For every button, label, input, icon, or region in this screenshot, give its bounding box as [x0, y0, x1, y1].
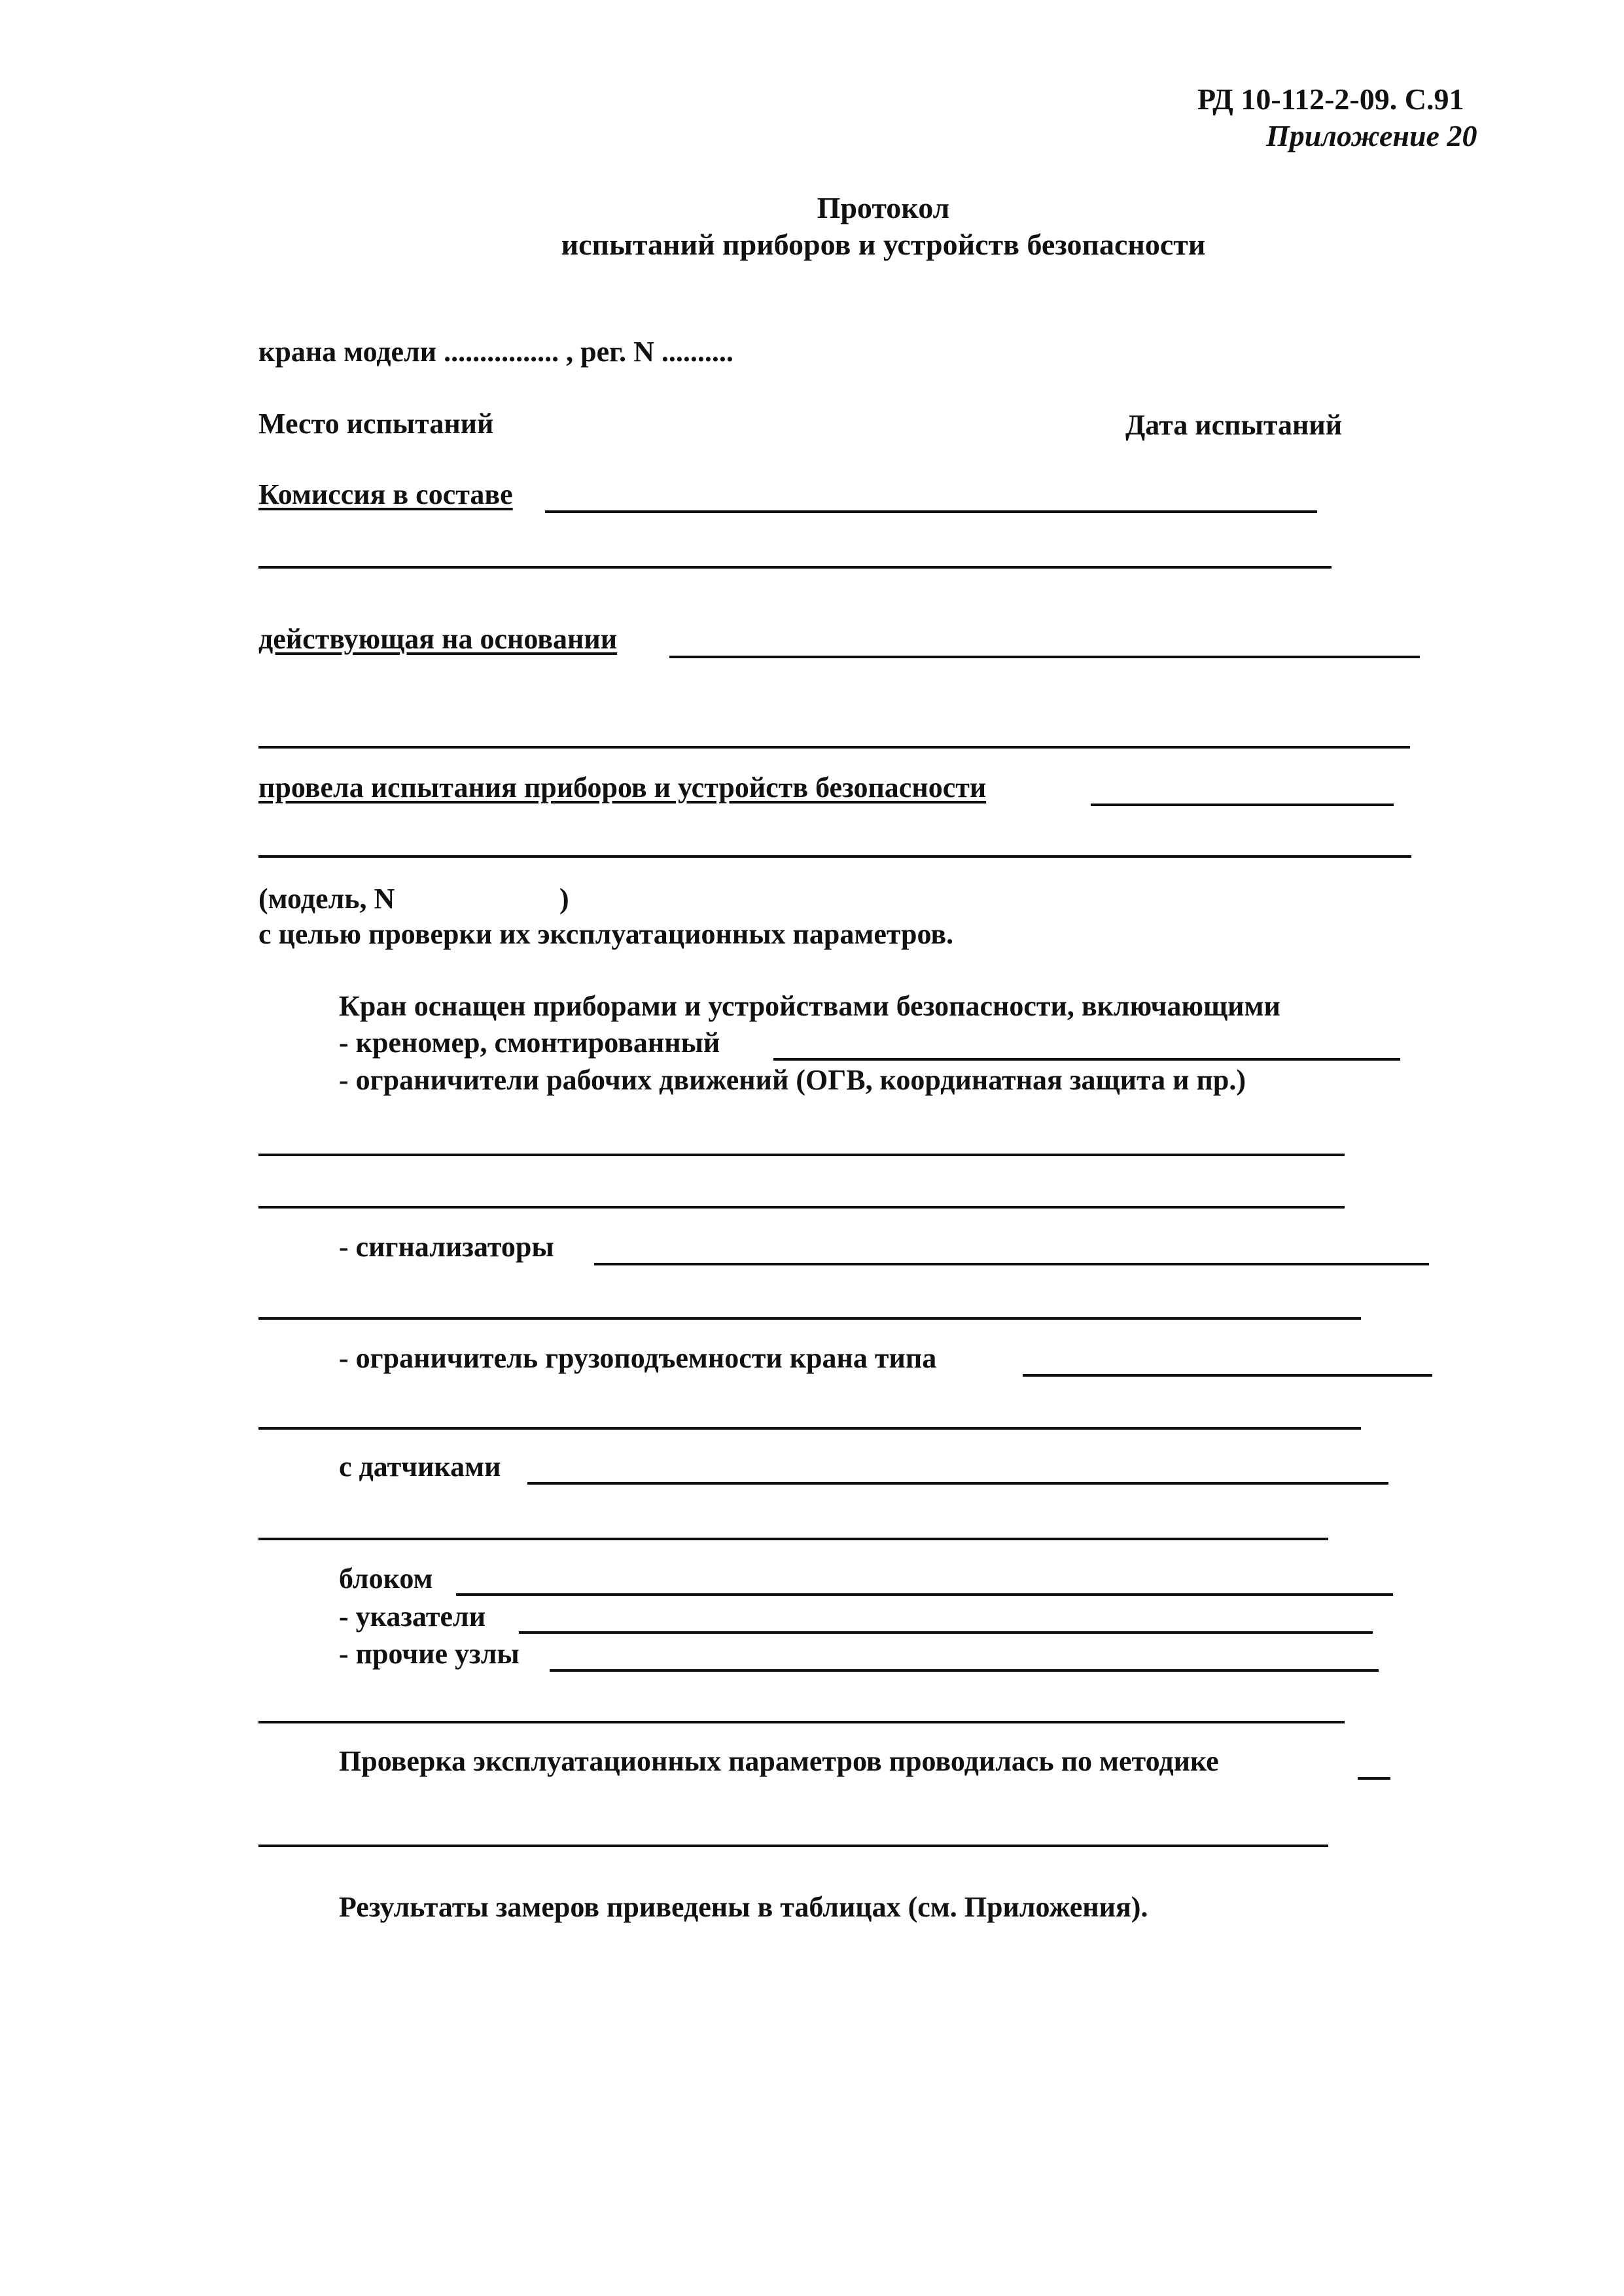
commission-blank-line-2[interactable] [258, 566, 1332, 569]
method-blank-line[interactable] [1358, 1777, 1390, 1780]
motion-limiters-label: - ограничители рабочих движений (ОГВ, координатная защита и пр.) [339, 1064, 1246, 1096]
other-units-label: - прочие узлы [339, 1638, 520, 1670]
motion-limiters-blank-line-2[interactable] [258, 1206, 1345, 1209]
acting-basis-blank-line-2[interactable] [258, 746, 1410, 749]
acting-basis-blank-line[interactable] [669, 656, 1420, 658]
conducted-tests-label: провела испытания приборов и устройств безопасности [258, 771, 987, 804]
signalers-label: - сигнализаторы [339, 1231, 554, 1263]
indicators-blank-line[interactable] [519, 1631, 1373, 1634]
commission-label: Комиссия в составе [258, 478, 513, 510]
equipped-text: Кран оснащен приборами и устройствами безопасности, включающими [339, 990, 1280, 1022]
block-blank-line[interactable] [456, 1593, 1393, 1596]
acting-basis-label: действующая на основании [258, 623, 618, 655]
document-reference: РД 10-112-2-09. С.91 [1197, 82, 1464, 116]
model-number-close: ) [559, 883, 569, 915]
sensors-blank-line-2[interactable] [258, 1538, 1328, 1540]
model-number-open: (модель, N [258, 883, 395, 915]
other-units-blank-line[interactable] [550, 1669, 1379, 1672]
signalers-blank-line[interactable] [594, 1263, 1429, 1265]
sensors-label: с датчиками [339, 1451, 501, 1483]
conducted-tests-blank-line-2[interactable] [258, 855, 1411, 858]
conducted-tests-blank-line[interactable] [1091, 804, 1394, 806]
appendix-label: Приложение 20 [1266, 119, 1477, 152]
motion-limiters-blank-line[interactable] [258, 1154, 1345, 1156]
results-text: Результаты замеров приведены в таблицах (см. Приложения). [339, 1891, 1148, 1923]
load-limiter-blank-line-2[interactable] [258, 1427, 1361, 1430]
inclinometer-blank-line[interactable] [773, 1058, 1400, 1061]
block-label: блоком [339, 1563, 433, 1595]
load-limiter-blank-line[interactable] [1023, 1374, 1432, 1377]
method-blank-line-2[interactable] [258, 1845, 1328, 1847]
load-limiter-label: - ограничитель грузоподъемности крана типа [339, 1342, 937, 1374]
purpose-text: с целью проверки их эксплуатационных параметров. [258, 918, 954, 950]
commission-blank-line[interactable] [545, 510, 1317, 513]
indicators-label: - указатели [339, 1600, 486, 1633]
protocol-title: Протокол [817, 191, 950, 224]
crane-model-line: крана модели ................ , рег. N .......... [258, 336, 733, 368]
sensors-blank-line[interactable] [527, 1482, 1388, 1485]
other-units-blank-line-2[interactable] [258, 1721, 1345, 1723]
inclinometer-label: - креномер, смонтированный [339, 1027, 720, 1059]
test-place-label: Место испытаний [258, 408, 494, 440]
protocol-subtitle: испытаний приборов и устройств безопасности [561, 228, 1206, 261]
method-label: Проверка эксплуатационных параметров проводилась по методике [339, 1745, 1219, 1777]
signalers-blank-line-2[interactable] [258, 1317, 1361, 1320]
test-date-label: Дата испытаний [1125, 409, 1343, 441]
